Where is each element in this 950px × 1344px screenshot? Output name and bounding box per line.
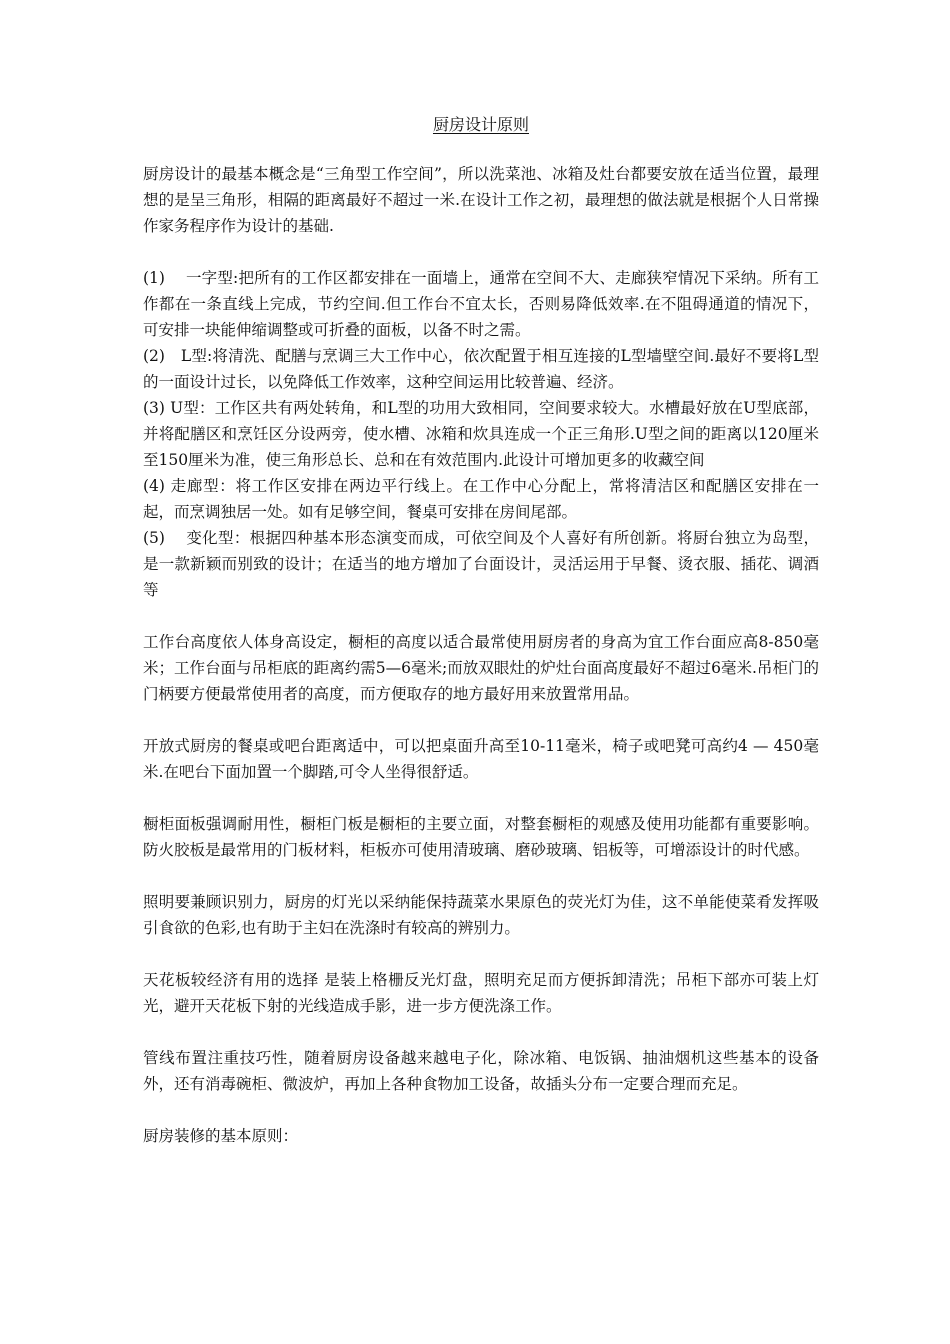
paragraph-spacer	[143, 603, 819, 629]
layout-one-line: (1) 一字型:把所有的工作区都安排在一面墙上，通常在空间不大、走廊狭窄情况下采纳。所有工作都在一条直线上完成，节约空间.但工作台不宜太长，否则易降低效率.在不阻碍通道的情况下，可安排一块能伸缩调整或可折叠的面板，以备不时之需。	[143, 269, 819, 339]
worktop-height-paragraph: 工作台高度依人体身高设定，橱柜的高度以适合最常使用厨房者的身高为宜工作台面应高8-850毫米；工作台面与吊柜底的距离约需5—6毫米;而放双眼灶的炉灶台面高度最好不超过6毫米.吊柜门的门柄要方便最常使用者的高度，而方便取存的地方最好用来放置常用品。	[143, 633, 819, 703]
paragraph-spacer	[143, 863, 819, 889]
paragraph-spacer	[143, 941, 819, 967]
paragraph-spacer	[143, 1019, 819, 1045]
principles-heading: 厨房装修的基本原则：	[143, 1127, 299, 1145]
layout-u-shape: (3) U型：工作区共有两处转角，和L型的功用大致相同，空间要求较大。水槽最好放在U型底部，并将配膳区和烹饪区分设两旁，使水槽、冰箱和炊具连成一个正三角形.U型之间的距离以120厘米至150厘米为准，使三角形总长、总和在有效范围内.此设计可增加更多的收藏空间	[143, 399, 819, 469]
layout-corridor: (4) 走廊型：将工作区安排在两边平行线上。在工作中心分配上，常将清洁区和配膳区安排在一起，而烹调独居一处。如有足够空间，餐桌可安排在房间尾部。	[143, 477, 819, 521]
open-kitchen-paragraph: 开放式厨房的餐桌或吧台距离适中，可以把桌面升高至10-11毫米，椅子或吧凳可高约4 — 450毫米.在吧台下面加置一个脚踏,可令人坐得很舒适。	[143, 737, 819, 781]
layout-variant: (5) 变化型：根据四种基本形态演变而成，可依空间及个人喜好有所创新。将厨台独立为岛型，是一款新颖而别致的设计；在适当的地方增加了台面设计，灵活运用于早餐、烫衣服、插花、调酒等	[143, 529, 819, 599]
cabinet-panel-paragraph: 橱柜面板强调耐用性，橱柜门板是橱柜的主要立面，对整套橱柜的观感及使用功能都有重要影响。防火胶板是最常用的门板材料，柜板亦可使用清玻璃、磨砂玻璃、铝板等，可增添设计的时代感。	[143, 815, 819, 859]
lighting-paragraph: 照明要兼顾识别力，厨房的灯光以采纳能保持蔬菜水果原色的荧光灯为佳，这不单能使菜肴发挥吸引食欲的色彩,也有助于主妇在洗涤时有较高的辨别力。	[143, 893, 819, 937]
document-page	[143, 112, 819, 1149]
document-title: 厨房设计原则	[432, 115, 529, 134]
intro-paragraph: 厨房设计的最基本概念是“三角型工作空间”，所以洗菜池、冰箱及灶台都要安放在适当位置，最理想的是呈三角形，相隔的距离最好不超过一米.在设计工作之初，最理想的做法就是根据个人日常操作家务程序作为设计的基础.	[143, 165, 819, 235]
wiring-paragraph: 管线布置注重技巧性，随着厨房设备越来越电子化，除冰箱、电饭锅、抽油烟机这些基本的设备外，还有消毒碗柜、微波炉，再加上各种食物加工设备，故插头分布一定要合理而充足。	[143, 1049, 819, 1093]
paragraph-spacer	[143, 707, 819, 733]
layout-l-shape: (2) L型:将清洗、配膳与烹调三大工作中心，依次配置于相互连接的L型墙壁空间.最好不要将L型的一面设计过长，以免降低工作效率，这种空间运用比较普遍、经济。	[143, 347, 819, 391]
paragraph-spacer	[143, 1097, 819, 1123]
paragraph-spacer	[143, 239, 819, 265]
paragraph-spacer	[143, 785, 819, 811]
ceiling-paragraph: 天花板较经济有用的选择 是装上格栅反光灯盘，照明充足而方便拆卸清洗；吊柜下部亦可装上灯光，避开天花板下射的光线造成手影，进一步方便洗涤工作。	[143, 971, 819, 1015]
